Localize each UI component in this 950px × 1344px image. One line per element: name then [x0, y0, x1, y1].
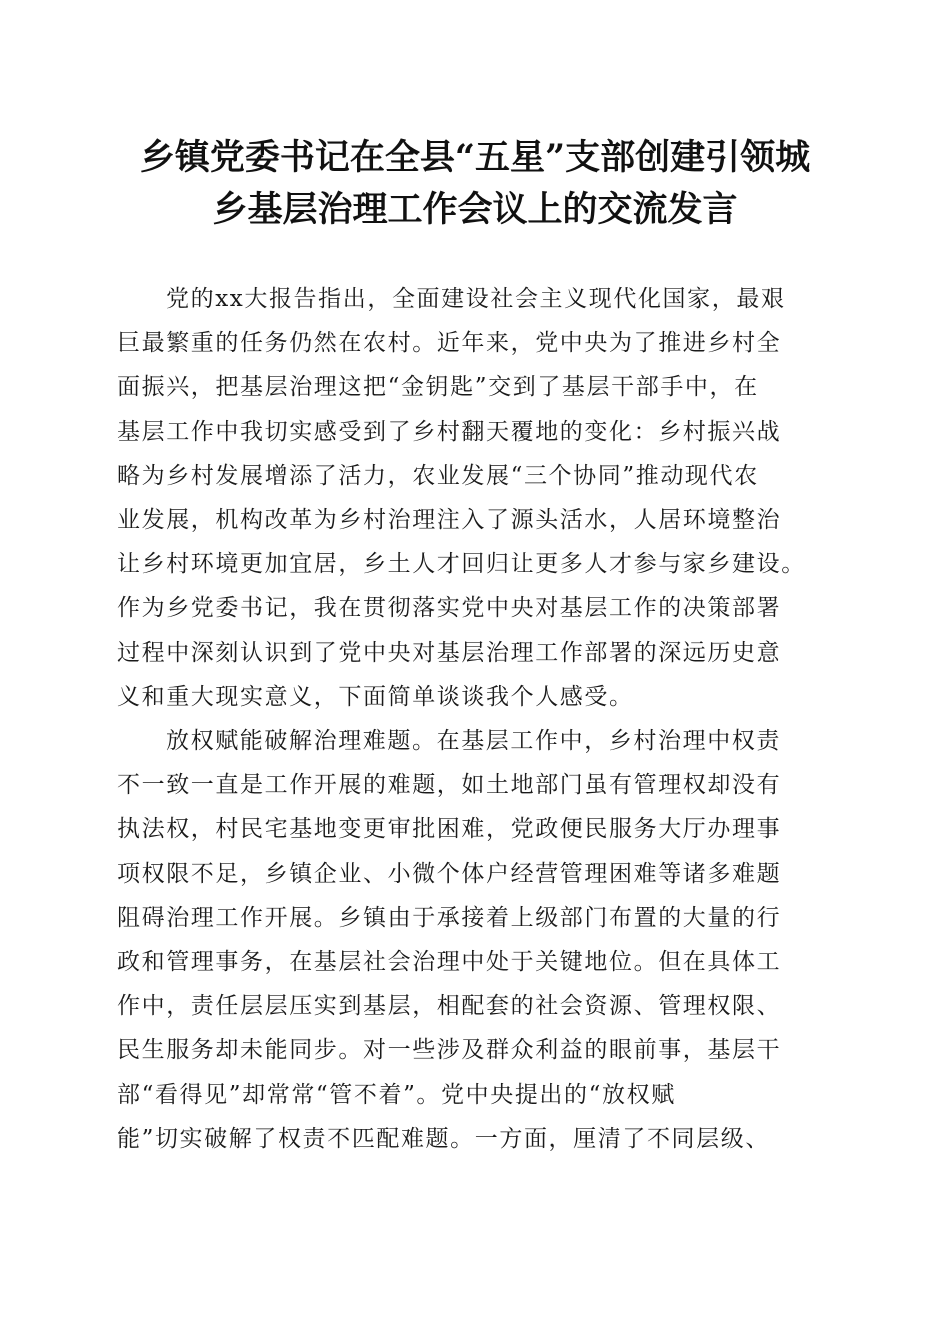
- text-line: 党的xx大报告指出，全面建设社会主义现代化国家，最艰: [166, 286, 786, 312]
- text-line: 政和管理事务，在基层社会治理中处于关键地位。但在具体工: [117, 949, 782, 976]
- title-line-1: 乡镇党委书记在全县“五星”支部创建引领城: [139, 137, 811, 178]
- text-line: 能”切实破解了权责不匹配难题。一方面，厘清了不同层级、: [117, 1125, 770, 1152]
- text-line: 作为乡党委书记，我在贯彻落实党中央对基层工作的决策部署: [117, 595, 782, 622]
- text-line: 作中，责任层层压实到基层，相配套的社会资源、管理权限、: [117, 993, 782, 1020]
- text-line: 放权赋能破解治理难题。在基层工作中，乡村治理中权责: [166, 728, 781, 755]
- document-body: [117, 277, 833, 1161]
- title-line-2: 乡基层治理工作会议上的交流发言: [212, 189, 738, 230]
- text-line: 面振兴，把基层治理这把“金钥匙”交到了基层干部手中，在: [117, 374, 759, 401]
- text-line: 执法权，村民宅基地变更审批困难，党政便民服务大厅办理事: [117, 816, 782, 843]
- text-line: 阻碍治理工作开展。乡镇由于承接着上级部门布置的大量的行: [117, 904, 782, 931]
- text-line: 基层工作中我切实感受到了乡村翻天覆地的变化：乡村振兴战: [117, 418, 782, 445]
- text-line: 巨最繁重的任务仍然在农村。近年来，党中央为了推进乡村全: [117, 330, 782, 357]
- text-line: 略为乡村发展增添了活力，农业发展“三个协同”推动现代农: [117, 462, 759, 489]
- text-line: 义和重大现实意义，下面简单谈谈我个人感受。: [117, 683, 634, 710]
- text-line: 民生服务却未能同步。对一些涉及群众利益的眼前事，基层干: [117, 1037, 782, 1064]
- paragraph-2: [117, 719, 833, 1161]
- text-line: 过程中深刻认识到了党中央对基层治理工作部署的深远历史意: [117, 639, 782, 666]
- text-line: 让乡村环境更加宜居，乡土人才回归让更多人才参与家乡建设。: [117, 551, 806, 578]
- text-line: 部“看得见”却常常“管不着”。党中央提出的“放权赋: [117, 1081, 676, 1108]
- text-line: 项权限不足，乡镇企业、小微个体户经营管理困难等诸多难题: [117, 860, 782, 887]
- paragraph-1: [117, 277, 833, 719]
- text-line: 不一致一直是工作开展的难题，如土地部门虽有管理权却没有: [117, 772, 782, 799]
- document-title: [100, 132, 850, 236]
- text-line: 业发展，机构改革为乡村治理注入了源头活水，人居环境整治: [117, 507, 782, 534]
